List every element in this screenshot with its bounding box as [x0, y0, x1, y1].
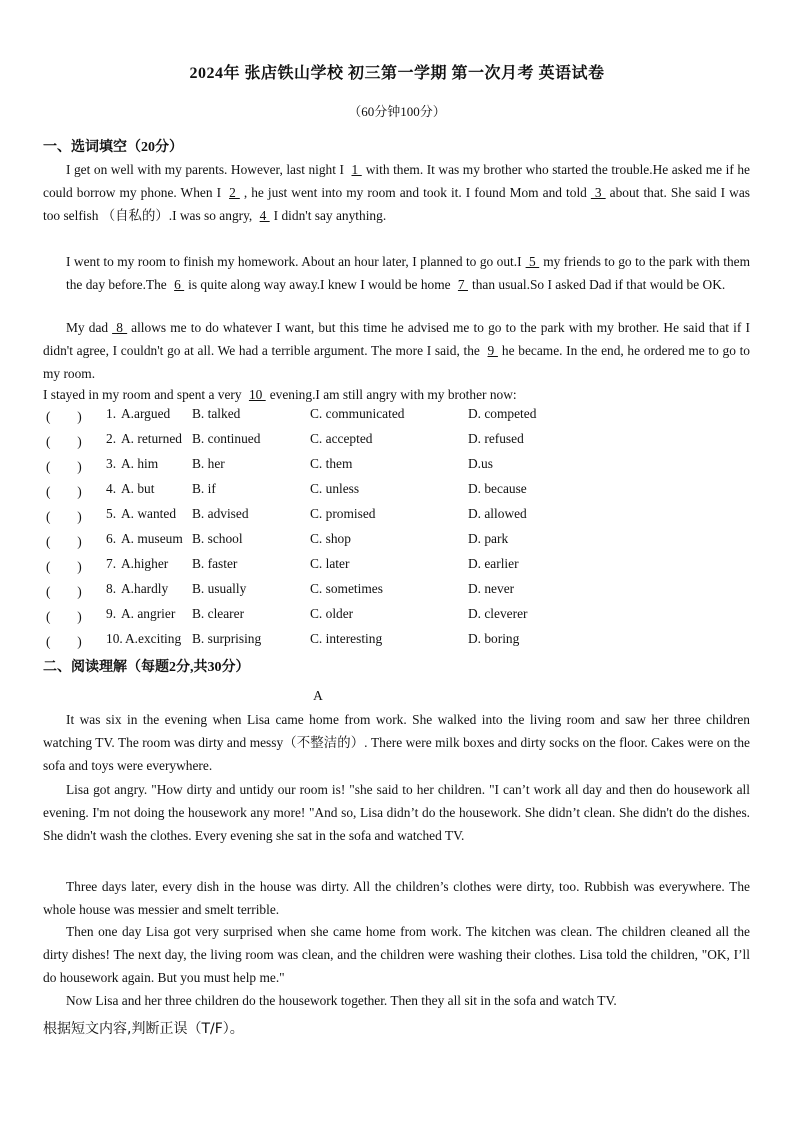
answer-blank[interactable]: ( ) [46, 534, 82, 549]
passage1-paragraph-4: I stayed in my room and spent a very 10 evening.I am still angry with my brother now: [43, 387, 517, 402]
option-b: B. surprising [192, 631, 262, 646]
option-d: D. allowed [468, 506, 527, 521]
option-a: A. angrier [121, 606, 176, 621]
answer-blank[interactable]: ( ) [46, 459, 82, 474]
option-a: A.exciting [125, 631, 182, 646]
answer-blank[interactable]: ( ) [46, 509, 82, 524]
option-c: C. communicated [310, 406, 405, 421]
answer-blank[interactable]: ( ) [46, 584, 82, 599]
option-d: D. cleverer [468, 606, 528, 621]
option-c: C. shop [310, 531, 351, 546]
option-a: A.argued [121, 406, 171, 421]
option-d: D. boring [468, 631, 520, 646]
option-c: C. unless [310, 481, 360, 496]
cloze-question-row [46, 456, 766, 480]
option-d: D. refused [468, 431, 524, 446]
blank-5: 5 [525, 254, 540, 269]
option-b: B. faster [192, 556, 238, 571]
blank-4: 4 [259, 208, 270, 223]
option-a: A. museum [121, 531, 183, 546]
option-d: D.us [468, 456, 493, 471]
option-a: A.hardly [121, 581, 169, 596]
option-c: C. accepted [310, 431, 373, 446]
section2-heading: 二、阅读理解（每题2分,共30分） [43, 660, 250, 675]
question-number: 6. [106, 531, 117, 546]
option-b: B. school [192, 531, 243, 546]
page-title: 2024年 张店铁山学校 初三第一学期 第一次月考 英语试卷 [189, 65, 605, 82]
question-number: 10. [106, 631, 123, 646]
option-b: B. if [192, 481, 216, 496]
passage-a-paragraph-4: Then one day Lisa got very surprised when she came home from work. The kitchen was clean. The children cleaned all the dirty dishes! The next day, the living room was clean, and the children were washing their clothes. Lisa told the children, "OK, I’ll do housework again. But you must help me." [43, 924, 750, 985]
answer-blank[interactable]: ( ) [46, 609, 82, 624]
passage-a-paragraph-5: Now Lisa and her three children do the housework together. Then they all sit in the sofa and watch TV. [66, 993, 617, 1008]
option-d: D. competed [468, 406, 537, 421]
option-b: B. her [192, 456, 225, 471]
option-d: D. earlier [468, 556, 519, 571]
tf-instruction: 根据短文内容,判断正误（T/F）。 [43, 1021, 244, 1037]
cloze-question-row [46, 631, 766, 655]
passage-a-paragraph-1: It was six in the evening when Lisa came home from work. She walked into the living room and saw her three children watching TV. The room was dirty and messy（不整洁的）. There were milk boxes and dirty socks on the floor. Cakes were on the sofa and toys were everywhere. [43, 712, 750, 773]
question-number: 8. [106, 581, 117, 596]
option-a: A. him [121, 456, 159, 471]
blank-8: 8 [112, 320, 128, 335]
blank-7: 7 [457, 277, 468, 292]
cloze-question-row [46, 406, 766, 430]
option-c: C. sometimes [310, 581, 383, 596]
option-a: A. wanted [121, 506, 177, 521]
option-d: D. park [468, 531, 509, 546]
option-c: C. promised [310, 506, 376, 521]
option-c: C. interesting [310, 631, 383, 646]
question-number: 2. [106, 431, 117, 446]
passage1-paragraph-3: My dad 8 allows me to do whatever I want, but this time he advised me to go to the park with my brother. He said that if I didn't agree, I couldn't go at all. We had a terrible argument. The more I said, the 9 he became. In the end, he ordered me to go to my room. [43, 320, 750, 381]
cloze-question-row [46, 506, 766, 530]
cloze-question-row [46, 431, 766, 455]
answer-blank[interactable]: ( ) [46, 634, 82, 649]
blank-3: 3 [590, 185, 606, 200]
option-d: D. never [468, 581, 515, 596]
option-c: C. older [310, 606, 354, 621]
cloze-question-row [46, 481, 766, 505]
cloze-question-row [46, 606, 766, 630]
answer-blank[interactable]: ( ) [46, 434, 82, 449]
blank-2: 2 [229, 185, 240, 200]
question-number: 3. [106, 456, 117, 471]
option-a: A. but [121, 481, 155, 496]
option-b: B. talked [192, 406, 241, 421]
answer-blank[interactable]: ( ) [46, 409, 82, 424]
section1-heading: 一、选词填空（20分） [43, 140, 183, 155]
option-c: C. later [310, 556, 350, 571]
answer-blank[interactable]: ( ) [46, 484, 82, 499]
option-a: A. returned [121, 431, 182, 446]
passage1-paragraph-2: I went to my room to finish my homework. About an hour later, I planned to go out.I 5 my friends to go to the park with them the day before.The 6 is quite along way away.I knew I would be home 7 than usual.So I asked Dad if that would be OK. [66, 254, 750, 292]
option-b: B. clearer [192, 606, 245, 621]
cloze-question-row [46, 556, 766, 580]
option-b: B. usually [192, 581, 247, 596]
blank-9: 9 [487, 343, 498, 358]
option-a: A.higher [121, 556, 169, 571]
page-subtitle: （60分钟100分） [348, 104, 446, 119]
passage-a-paragraph-2: Lisa got angry. "How dirty and untidy our room is! "she said to her children. "I can’t work all day and then do housework all evening. I'm not doing the housework any more! "And so, Lisa didn’t do the housework. She didn’t clean. She didn't do the dishes. She didn't wash the clothes. Every evening she sat in the sofa and watched TV. [43, 782, 750, 843]
option-b: B. continued [192, 431, 261, 446]
cloze-question-row [46, 531, 766, 555]
question-number: 4. [106, 481, 117, 496]
question-number: 9. [106, 606, 117, 621]
blank-6: 6 [174, 277, 185, 292]
question-number: 5. [106, 506, 117, 521]
option-d: D. because [468, 481, 527, 496]
option-b: B. advised [192, 506, 249, 521]
question-number: 1. [106, 406, 117, 421]
option-c: C. them [310, 456, 353, 471]
blank-1: 1 [351, 162, 362, 177]
answer-blank[interactable]: ( ) [46, 559, 82, 574]
passage-a-paragraph-3: Three days later, every dish in the house was dirty. All the children’s clothes were dirty, too. Rubbish was everywhere. The whole house was messier and smelt terrible. [43, 879, 750, 917]
passage-a-label: A [313, 688, 323, 703]
cloze-question-row [46, 581, 766, 605]
blank-10: 10 [248, 387, 266, 402]
passage1-paragraph-1: I get on well with my parents. However, last night I 1 with them. It was my brother who started the trouble.He asked me if he could borrow my phone. When I 2 , he just went into my room and took it. I found Mom and told 3 about that. She said I was too selfish （自私的）.I was so angry, 4 I didn't say anything. [43, 162, 751, 223]
question-number: 7. [106, 556, 117, 571]
